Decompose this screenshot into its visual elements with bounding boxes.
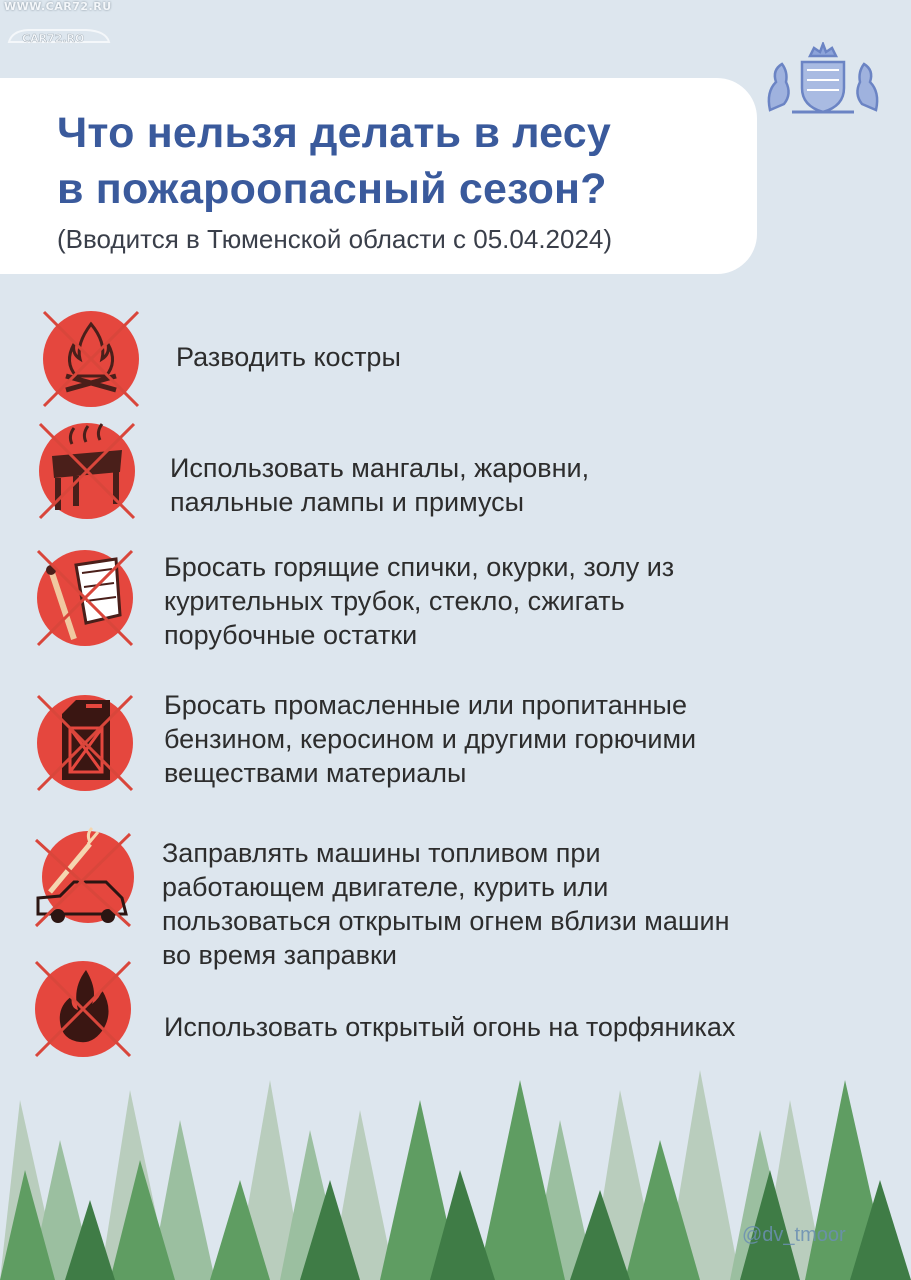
- title-line-1: Что нельзя делать в лесу: [57, 109, 611, 157]
- rule-text-campfire: [176, 340, 401, 374]
- car72-logo-text: CAR72.RO: [22, 32, 85, 45]
- title-line-2: в пожароопасный сезон?: [57, 165, 607, 213]
- rule-text-peat: [164, 1010, 735, 1044]
- rule-line: Бросать горящие спички, окурки, золу из: [164, 552, 675, 582]
- no-grill-icon: [32, 416, 142, 526]
- no-fuel-can-icon: [30, 688, 140, 798]
- author-credit: @dv_tmoor: [742, 1224, 846, 1246]
- no-car-refuel-fire-icon: [28, 822, 138, 932]
- rule-line: Бросать промасленные или пропитанные: [164, 690, 687, 720]
- rule-line: Заправлять машины топливом при: [162, 838, 601, 868]
- rule-line: Использовать открытый огонь на торфяниках: [164, 1012, 736, 1042]
- rule-line: во время заправки: [162, 940, 397, 970]
- page-title: [57, 105, 611, 217]
- rule-line: курительных трубок, стекло, сжигать: [164, 586, 625, 616]
- rule-line: пользоваться открытым огнем вблизи машин: [162, 906, 730, 936]
- rule-text-car-refuel: [162, 836, 730, 972]
- rule-text-fuel-can: [164, 688, 696, 790]
- no-open-fire-peat-icon: [28, 954, 138, 1064]
- forest-illustration: [0, 1060, 911, 1280]
- page-subtitle: (Вводится в Тюменской области с 05.04.2024): [57, 224, 613, 254]
- rule-text-grill: [170, 451, 589, 519]
- rule-line: порубочные остатки: [164, 620, 418, 650]
- rule-line: работающем двигателе, курить или: [162, 872, 609, 902]
- site-watermark: WWW.CAR72.RU: [4, 0, 112, 13]
- no-matches-icon: [30, 543, 140, 653]
- rule-line: Использовать мангалы, жаровни,: [170, 453, 590, 483]
- rule-text-matches: [164, 550, 674, 652]
- tyumen-region-coat-of-arms-icon: [762, 42, 884, 116]
- car72-logo: [6, 26, 112, 48]
- rule-line: паяльные лампы и примусы: [170, 487, 525, 517]
- no-campfire-icon: [36, 304, 146, 414]
- rule-line: веществами материалы: [164, 758, 467, 788]
- rule-line: Разводить костры: [176, 342, 401, 372]
- rule-line: бензином, керосином и другими горючими: [164, 724, 697, 754]
